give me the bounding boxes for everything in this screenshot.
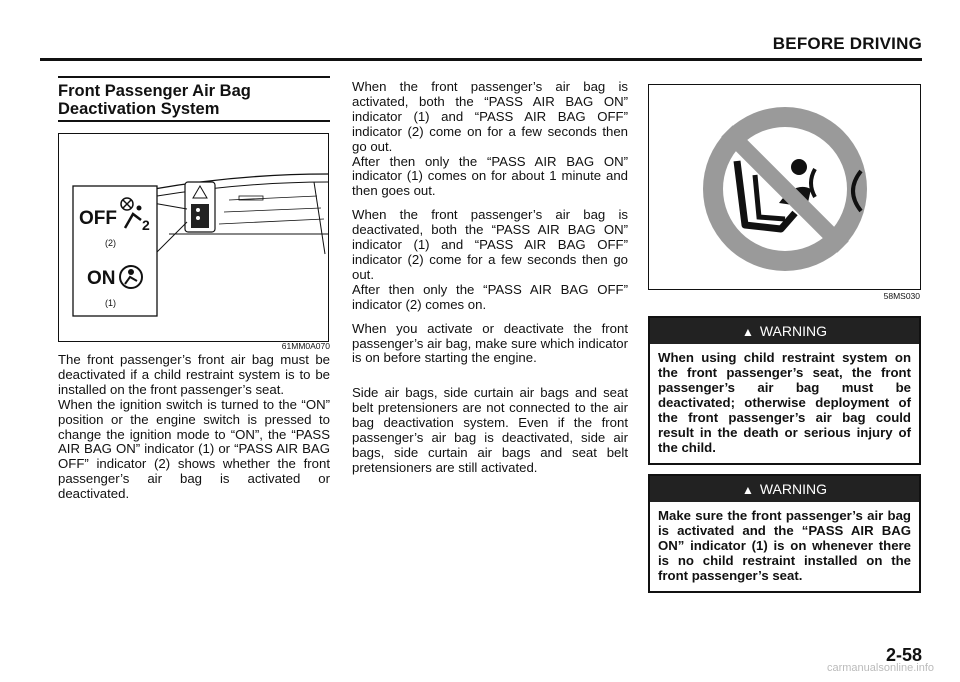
no-child-seat-symbol [649, 85, 921, 290]
section-title-line1: Front Passenger Air Bag [58, 82, 251, 100]
middle-paragraph-4: Side air bags, side curtain air bags and seat belt pretensioners are not connected to the air bag deactivation system. Even if the front passenger’s air bag is deactivated, side air bags, side curtain air bags and seat belt pretensioners are still activated. [352, 385, 628, 475]
left-paragraph-2: When the ignition switch is turned to the “ON” position or the engine switch is pressed to change the ignition mode to “ON”, the “PASS AIR BAG ON” indicator (1) or “PASS AIR BAG OFF” indicator (2) shows whether the front passenger’s air bag is activated or deactivated. [58, 396, 330, 502]
header-title: BEFORE DRIVING [772, 34, 922, 53]
figure2-caption: 58MS030 [883, 291, 920, 301]
warning-header-1 [650, 318, 919, 344]
on-label: ON [87, 268, 116, 289]
indicator-figure [58, 133, 329, 342]
section-title [58, 82, 330, 118]
warning-text-1: When using child restraint system on the front passenger’s seat, the front passenger’s air bag must be deactivated; otherwise deployment of the front passenger’s air bag could result in the death or serious injury of the child. [658, 350, 911, 455]
callout-box [73, 186, 157, 316]
svg-text:2: 2 [142, 217, 150, 233]
middle-paragraph-2a: When the front passenger’s air bag is deactivated, both the “PASS AIR BAG ON” indicator (1) and “PASS AIR BAG OFF” indicator (2) come for a few seconds then go out. [352, 207, 628, 282]
middle-paragraph-1a: When the front passenger’s air bag is activated, both the “PASS AIR BAG ON” indicator (1) and “PASS AIR BAG OFF” indicator (2) come on for a few seconds then go out. [352, 79, 628, 154]
page-number: 2-58 [885, 645, 922, 665]
section-rule-bottom [58, 120, 330, 122]
warning-text-2: Make sure the front passenger’s air bag is activated and the “PASS AIR BAG ON” indicator (1) is on whenever there is no child restraint installed on the front passenger’s seat. [658, 508, 911, 583]
off-label: OFF [79, 208, 117, 229]
middle-paragraph-1 [352, 80, 628, 199]
warning-box-2 [648, 474, 921, 593]
middle-paragraph-1b: After then only the “PASS AIR BAG ON” indicator (1) comes on for about 1 minute and then goes out. [352, 153, 628, 199]
left-column [58, 353, 330, 502]
warning-box-1 [648, 316, 921, 465]
middle-paragraph-3: When you activate or deactivate the front passenger’s air bag, make sure which indicator is on before starting the engine. [352, 320, 628, 366]
on-number: (1) [105, 298, 116, 308]
middle-paragraph-2 [352, 208, 628, 312]
warning-header-2 [650, 476, 919, 502]
dashboard-illustration [59, 134, 329, 342]
left-paragraph-1: The front passenger’s front air bag must be deactivated if a child restraint system is to be installed on the front passenger’s seat. [58, 352, 330, 397]
warning-triangle-icon: ▲ [741, 325, 754, 339]
warning-triangle-icon: ▲ [741, 483, 754, 497]
warning-title-2: WARNING [759, 481, 828, 497]
middle-paragraph-2b: After then only the “PASS AIR BAG OFF” indicator (2) comes on. [352, 281, 628, 312]
no-child-seat-figure [648, 84, 921, 290]
header-rule [40, 58, 922, 61]
warning-title-1: WARNING [759, 323, 828, 339]
section-rule-top [58, 76, 330, 78]
off-number: (2) [105, 238, 116, 248]
section-title-line2: Deactivation System [58, 100, 220, 118]
figure1-caption: 61MM0A070 [281, 341, 330, 351]
watermark: carmanualsonline.info [826, 662, 934, 674]
middle-column [352, 80, 628, 485]
